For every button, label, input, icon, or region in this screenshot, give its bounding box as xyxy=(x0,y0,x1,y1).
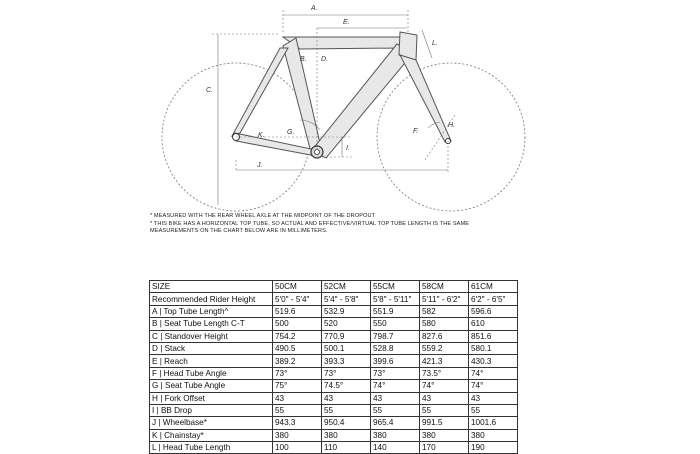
value-cell: 55 xyxy=(420,404,469,416)
table-row xyxy=(150,417,518,429)
value-cell: 770.9 xyxy=(322,330,371,342)
value-cell: 43 xyxy=(371,392,420,404)
dimension-label-c: C. xyxy=(206,87,213,94)
value-cell: 559.2 xyxy=(420,342,469,354)
value-cell: 74° xyxy=(371,380,420,392)
value-cell: 528.8 xyxy=(371,342,420,354)
dimension-label-e: E. xyxy=(343,19,350,26)
row-label-cell: A | Top Tube Length^ xyxy=(150,305,273,317)
value-cell: 5'0" - 5'4" xyxy=(273,293,322,305)
value-cell: 380 xyxy=(322,429,371,441)
table-row xyxy=(150,429,518,441)
front-wheel xyxy=(377,63,525,211)
value-cell: 380 xyxy=(420,429,469,441)
value-cell: 110 xyxy=(322,442,371,454)
value-cell: 43 xyxy=(420,392,469,404)
header-cell: 58CM xyxy=(420,281,469,293)
value-cell: 421.3 xyxy=(420,355,469,367)
row-label-cell: D | Stack xyxy=(150,342,273,354)
table-row xyxy=(150,442,518,454)
header-cell: 52CM xyxy=(322,281,371,293)
row-label-cell: F | Head Tube Angle xyxy=(150,367,273,379)
value-cell: 519.6 xyxy=(273,305,322,317)
table-row xyxy=(150,392,518,404)
value-cell: 965.4 xyxy=(371,417,420,429)
value-cell: 430.3 xyxy=(469,355,518,367)
value-cell: 43 xyxy=(469,392,518,404)
table-row xyxy=(150,305,518,317)
footnotes xyxy=(150,213,510,236)
geometry-table xyxy=(149,280,518,454)
value-cell: 55 xyxy=(371,404,420,416)
value-cell: 5'4" - 5'8" xyxy=(322,293,371,305)
value-cell: 43 xyxy=(322,392,371,404)
bike-geometry-diagram xyxy=(0,0,700,215)
value-cell: 380 xyxy=(273,429,322,441)
dimension-label-j: J. xyxy=(257,162,263,169)
value-cell: 5'11" - 6'2" xyxy=(420,293,469,305)
value-cell: 582 xyxy=(420,305,469,317)
table-row xyxy=(150,404,518,416)
table-row xyxy=(150,318,518,330)
dimension-label-a: A. xyxy=(311,5,318,12)
value-cell: 943.3 xyxy=(273,417,322,429)
value-cell: 950.4 xyxy=(322,417,371,429)
row-label-cell: E | Reach xyxy=(150,355,273,367)
value-cell: 5'8" - 5'11" xyxy=(371,293,420,305)
table-row xyxy=(150,293,518,305)
value-cell: 798.7 xyxy=(371,330,420,342)
value-cell: 754.2 xyxy=(273,330,322,342)
value-cell: 6'2" - 6'5" xyxy=(469,293,518,305)
value-cell: 74° xyxy=(469,367,518,379)
value-cell: 596.6 xyxy=(469,305,518,317)
header-cell: 55CM xyxy=(371,281,420,293)
value-cell: 55 xyxy=(469,404,518,416)
value-cell: 580.1 xyxy=(469,342,518,354)
value-cell: 190 xyxy=(469,442,518,454)
value-cell: 520 xyxy=(322,318,371,330)
value-cell: 73° xyxy=(322,367,371,379)
row-label-cell: B | Seat Tube Length C-T xyxy=(150,318,273,330)
value-cell: 500.1 xyxy=(322,342,371,354)
value-cell: 380 xyxy=(469,429,518,441)
value-cell: 43 xyxy=(273,392,322,404)
value-cell: 55 xyxy=(322,404,371,416)
dimension-label-k: K. xyxy=(258,132,265,139)
value-cell: 73.5° xyxy=(420,367,469,379)
value-cell: 140 xyxy=(371,442,420,454)
value-cell: 74.5° xyxy=(322,380,371,392)
table-row xyxy=(150,355,518,367)
value-cell: 500 xyxy=(273,318,322,330)
row-label-cell: L | Head Tube Length xyxy=(150,442,273,454)
value-cell: 399.6 xyxy=(371,355,420,367)
table-row xyxy=(150,380,518,392)
value-cell: 393.3 xyxy=(322,355,371,367)
footnote-top-tube: * THIS BIKE HAS A HORIZONTAL TOP TUBE, SO ACTUAL AND EFFECTIVE/VIRTUAL TOP TUBE LENGTH IS THE SAME xyxy=(150,220,470,227)
table-row xyxy=(150,367,518,379)
value-cell: 827.6 xyxy=(420,330,469,342)
table-row xyxy=(150,342,518,354)
value-cell: 490.5 xyxy=(273,342,322,354)
value-cell: 100 xyxy=(273,442,322,454)
value-cell: 55 xyxy=(273,404,322,416)
row-label-cell: C | Standover Height xyxy=(150,330,273,342)
dimension-label-f: F. xyxy=(413,128,419,135)
value-cell: 532.9 xyxy=(322,305,371,317)
bike-frame xyxy=(232,32,451,158)
header-cell: SIZE xyxy=(150,281,273,293)
dimension-label-d: D. xyxy=(321,56,328,63)
value-cell: 1001.6 xyxy=(469,417,518,429)
footnote-rear-axle: * MEASURED WITH THE REAR WHEEL AXLE AT THE MIDPOINT OF THE DROPOUT xyxy=(150,213,376,219)
value-cell: 74° xyxy=(469,380,518,392)
value-cell: 580 xyxy=(420,318,469,330)
dimension-label-b: B. xyxy=(300,56,307,63)
value-cell: 75° xyxy=(273,380,322,392)
value-cell: 610 xyxy=(469,318,518,330)
header-cell: 50CM xyxy=(273,281,322,293)
value-cell: 389.2 xyxy=(273,355,322,367)
footnote-units: MEASUREMENTS ON THE CHART BELOW ARE IN MILLIMETERS. xyxy=(150,228,328,235)
value-cell: 991.5 xyxy=(420,417,469,429)
value-cell: 73° xyxy=(273,367,322,379)
value-cell: 73° xyxy=(371,367,420,379)
value-cell: 551.9 xyxy=(371,305,420,317)
value-cell: 380 xyxy=(371,429,420,441)
row-label-cell: J | Wheelbase* xyxy=(150,417,273,429)
table-row xyxy=(150,330,518,342)
row-label-cell: G | Seat Tube Angle xyxy=(150,380,273,392)
row-label-cell: Recommended Rider Height xyxy=(150,293,273,305)
row-label-cell: I | BB Drop xyxy=(150,404,273,416)
value-cell: 851.6 xyxy=(469,330,518,342)
dimension-label-i: I. xyxy=(346,145,350,152)
value-cell: 170 xyxy=(420,442,469,454)
table-header-row xyxy=(150,281,518,293)
value-cell: 550 xyxy=(371,318,420,330)
dimension-label-g: G. xyxy=(287,129,295,136)
header-cell: 61CM xyxy=(469,281,518,293)
row-label-cell: H | Fork Offset xyxy=(150,392,273,404)
row-label-cell: K | Chainstay* xyxy=(150,429,273,441)
dimension-label-h: H. xyxy=(448,122,455,129)
dimension-label-l: L. xyxy=(432,40,438,47)
value-cell: 74° xyxy=(420,380,469,392)
